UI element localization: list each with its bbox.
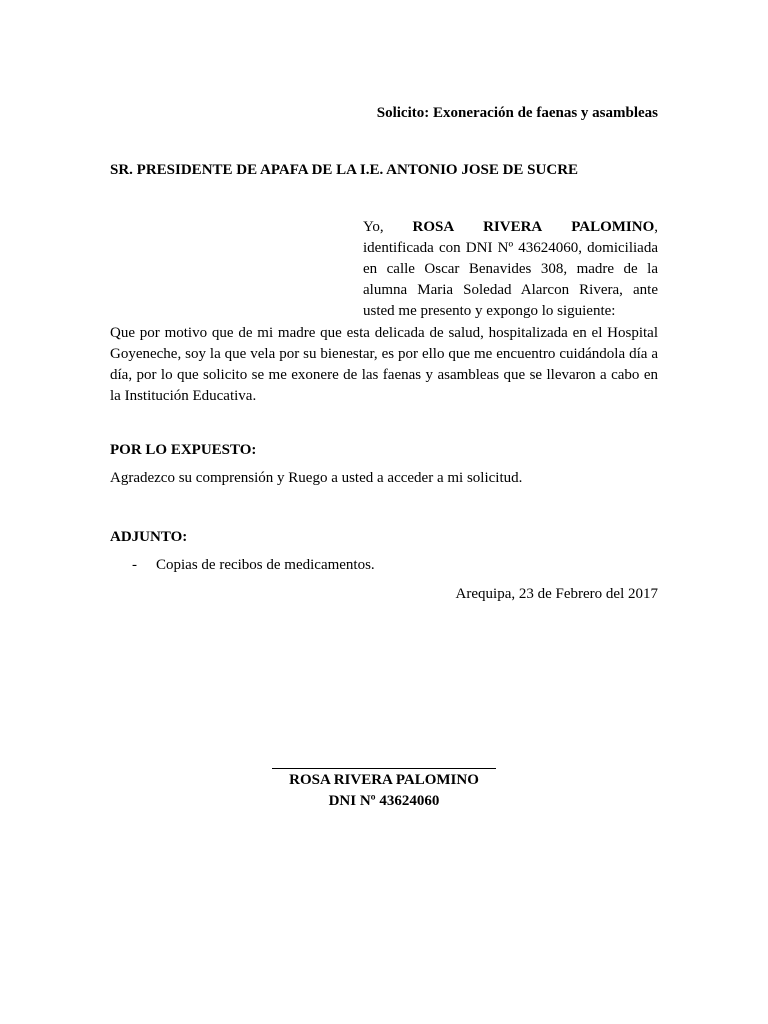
signature-line xyxy=(272,752,496,769)
intro-name-word-1: ROSA xyxy=(412,219,455,235)
intro-yo: Yo, xyxy=(363,219,384,235)
subject-line: Solicito: Exoneración de faenas y asambleas xyxy=(376,105,658,121)
signature-dni: DNI Nº 43624060 xyxy=(328,793,440,809)
attachment-bullet: - xyxy=(132,557,137,573)
intro-name-word-3-wrap xyxy=(571,217,658,238)
place-date: Arequipa, 23 de Febrero del 2017 xyxy=(455,586,658,602)
intro-rest: identificada con DNI Nº 43624060, domiciliada en calle Oscar Benavides 308, madre de la alumna Maria Soledad Alarcon Rivera, ante usted me presento y expongo lo siguiente: xyxy=(363,240,658,319)
attachment-list-item xyxy=(132,555,375,576)
expuesto-text: Agradezco su comprensión y Ruego a usted a acceder a mi solicitud. xyxy=(110,470,523,486)
attachment-text: Copias de recibos de medicamentos. xyxy=(156,557,375,573)
intro-name-word-2: RIVERA xyxy=(483,219,543,235)
intro-name-word-3: PALOMINO xyxy=(571,219,655,235)
intro-paragraph xyxy=(363,217,658,322)
body-paragraph: Que por motivo que de mi madre que esta delicada de salud, hospitalizada en el Hospital Goyeneche, soy la que vela por su bienestar, es por ello que me encuentro cuidándola día a día, por lo que solicito se me exonere de las faenas y asambleas que se llevaron a cabo en la Institución Educativa. xyxy=(110,325,658,404)
adjunto-heading: ADJUNTO: xyxy=(110,529,188,545)
signature-name: ROSA RIVERA PALOMINO xyxy=(289,772,479,788)
intro-name-line xyxy=(363,217,658,238)
expuesto-heading: POR LO EXPUESTO: xyxy=(110,442,257,458)
signature-block xyxy=(272,752,496,812)
addressee-line: SR. PRESIDENTE DE APAFA DE LA I.E. ANTONIO JOSE DE SUCRE xyxy=(110,162,579,178)
intro-comma: , xyxy=(654,219,658,235)
